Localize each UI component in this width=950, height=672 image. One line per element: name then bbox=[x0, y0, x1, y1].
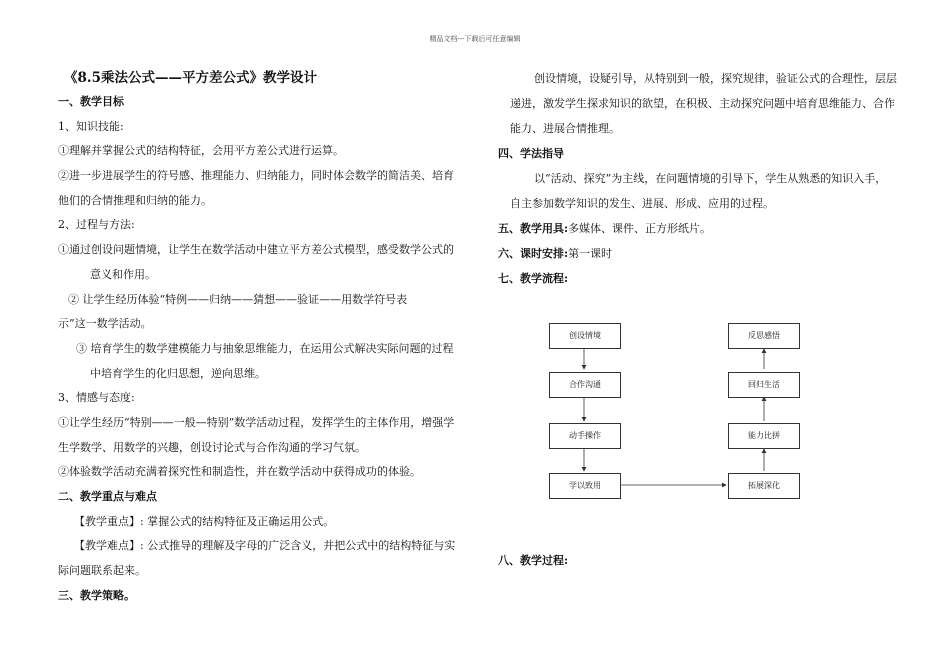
flow-box-compete: 能力比拼 bbox=[728, 423, 800, 449]
subheading-attitude: 3、情感与态度: bbox=[58, 391, 135, 405]
text-line: 他们的合情推理和归纳的能力。 bbox=[58, 193, 212, 207]
text-line: 第一课时 bbox=[568, 247, 613, 260]
text-line: ② 让学生经历体验“特例——归纳——猜想——验证——用数学符号表 bbox=[68, 292, 408, 306]
text-line: 示”这一数学活动。 bbox=[58, 317, 152, 331]
flow-box-reflect: 反思感悟 bbox=[728, 323, 800, 349]
text-line: 递进，激发学生探求知识的欲望，在积极、主动探究问题中培育思维能力、合作 bbox=[510, 97, 895, 110]
section-heading-flow: 七、教学流程: bbox=[498, 272, 569, 285]
section-heading-study-guidance: 四、学法指导 bbox=[498, 147, 564, 160]
text-line: 【教学难点】: 公式推导的理解及字母的广泛含义，并把公式中的结构特征与实 bbox=[74, 539, 456, 553]
document-title: 《8.5乘法公式——平方差公式》教学设计 bbox=[64, 70, 317, 86]
text-line: ②进一步进展学生的符号感、推理能力、归纳能力，同时体会数学的简洁美、培育 bbox=[58, 169, 454, 183]
section-class-hours bbox=[498, 241, 908, 266]
text-line: ①让学生经历“特别——一般—特别”数学活动过程，发挥学生的主体作用，增强学 bbox=[58, 415, 455, 429]
text-line: 【教学重点】: 掌握公式的结构特征及正确运用公式。 bbox=[74, 514, 335, 528]
teaching-flowchart bbox=[548, 318, 808, 508]
flow-box-create-situation: 创设情境 bbox=[549, 323, 621, 349]
text-line: 生学数学、用数学的兴趣，创设讨论式与合作沟通的学习气氛。 bbox=[58, 440, 366, 454]
text-line: 多媒体、课件、正方形纸片。 bbox=[568, 222, 712, 235]
text-line: ①通过创设问题情境，让学生在数学活动中建立平方差公式模型，感受数学公式的 bbox=[58, 243, 454, 257]
flow-box-extend: 拓展深化 bbox=[728, 473, 800, 499]
text-line: ①理解并掌握公式的结构特征，会用平方差公式进行运算。 bbox=[58, 144, 344, 158]
text-line: 以“活动、探究”为主线，在问题情境的引导下，学生从熟悉的知识入手， bbox=[534, 172, 887, 185]
flow-box-cooperate: 合作沟通 bbox=[549, 372, 621, 398]
flow-box-apply: 学以致用 bbox=[549, 473, 621, 499]
section-heading-hours: 六、课时安排: bbox=[498, 247, 569, 260]
text-line: 创设情境，设疑引导，从特别到一般，探究规律，验证公式的合理性，层层 bbox=[534, 72, 897, 85]
left-column bbox=[58, 66, 466, 608]
text-line: ③ 培育学生的数学建模能力与抽象思维能力，在运用公式解决实际问题的过程 bbox=[76, 341, 454, 355]
section-heading-objectives: 一、教学目标 bbox=[58, 95, 124, 108]
subheading-knowledge: 1、知识技能: bbox=[58, 119, 124, 133]
text-line: 中培育学生的化归思想，逆向思维。 bbox=[90, 366, 266, 380]
subheading-process: 2、过程与方法: bbox=[58, 218, 135, 232]
flow-box-return-life: 回归生活 bbox=[728, 372, 800, 398]
right-column bbox=[498, 66, 908, 291]
section-heading-process: 八、教学过程: bbox=[498, 554, 569, 567]
text-line: 能力、进展合情推理。 bbox=[510, 122, 620, 135]
watermark: 精品文档---下载后可任意编辑 bbox=[429, 35, 521, 43]
text-line: 际问题联系起来。 bbox=[58, 564, 146, 578]
text-line: 意义和作用。 bbox=[90, 267, 156, 281]
text-line: ②体验数学活动充满着探究性和制造性，并在数学活动中获得成功的体验。 bbox=[58, 465, 421, 479]
section-heading-strategy: 三、教学策略。 bbox=[58, 588, 135, 602]
section-heading-key-points: 二、教学重点与难点 bbox=[58, 490, 157, 503]
section-heading-tools: 五、教学用具: bbox=[498, 222, 569, 235]
flow-box-hands-on: 动手操作 bbox=[549, 423, 621, 449]
section-teaching-tools bbox=[498, 216, 908, 241]
text-line: 自主参加数学知识的发生、进展、形成、应用的过程。 bbox=[510, 197, 774, 210]
